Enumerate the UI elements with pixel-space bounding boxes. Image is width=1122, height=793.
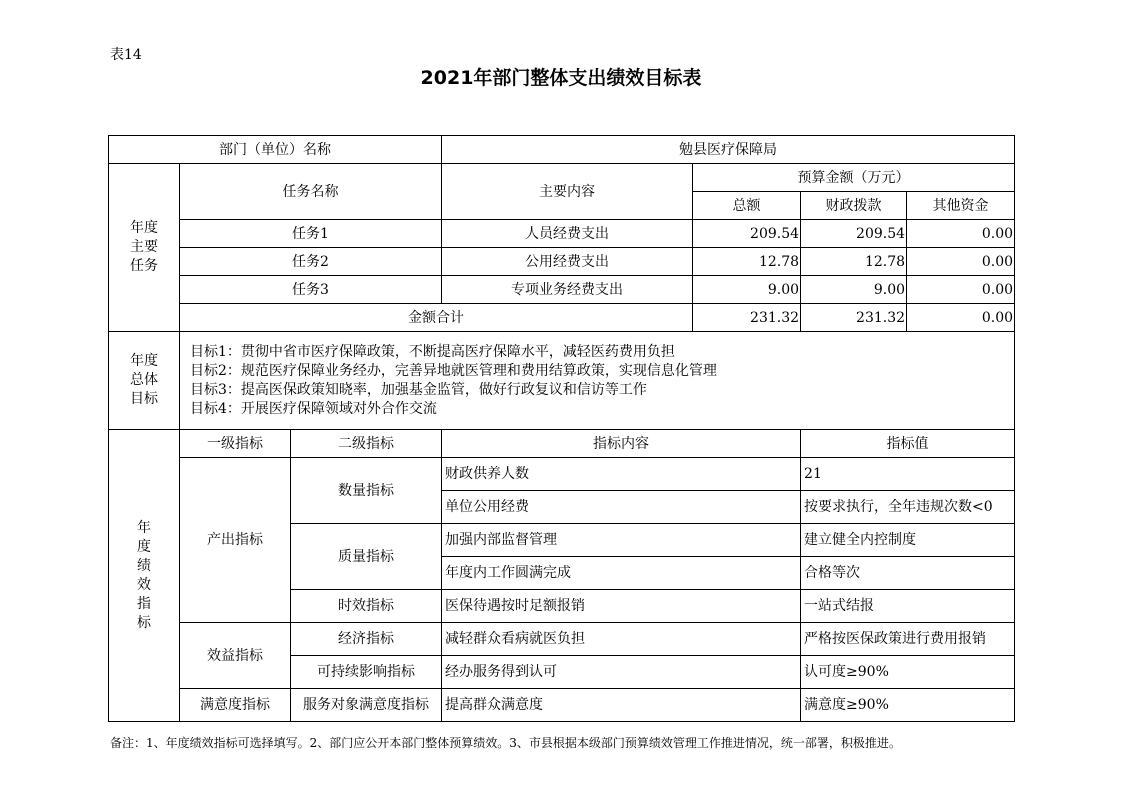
col-level1-indicator: 一级指标 <box>180 430 291 458</box>
task-fiscal: 12.78 <box>801 248 907 276</box>
col-level2-indicator: 二级指标 <box>291 430 442 458</box>
indicator-value: 认可度≥90% <box>801 656 1015 689</box>
task-content: 公用经费支出 <box>442 248 693 276</box>
task-row <box>109 220 1015 248</box>
col-fiscal: 财政拨款 <box>801 192 907 220</box>
task-other: 0.00 <box>907 248 1015 276</box>
task-row <box>109 248 1015 276</box>
col-main-content: 主要内容 <box>442 164 693 220</box>
indicator-row <box>109 458 1015 491</box>
service-satisfaction-indicator: 服务对象满意度指标 <box>291 689 442 722</box>
indicator-row <box>109 623 1015 656</box>
indicator-content: 经办服务得到认可 <box>442 656 801 689</box>
table-number: 表14 <box>110 47 142 63</box>
col-indicator-value: 指标值 <box>801 430 1015 458</box>
task-other: 0.00 <box>907 220 1015 248</box>
sustainable-indicator: 可持续影响指标 <box>291 656 442 689</box>
task-name: 任务3 <box>180 276 442 304</box>
dept-label: 部门（单位）名称 <box>109 136 442 164</box>
sum-other: 0.00 <box>907 304 1015 332</box>
col-total: 总额 <box>693 192 801 220</box>
task-name: 任务1 <box>180 220 442 248</box>
task-content: 人员经费支出 <box>442 220 693 248</box>
indicator-row <box>109 689 1015 722</box>
sum-label: 金额合计 <box>180 304 693 332</box>
performance-indicators-label: 年 度 绩 效 指 标 <box>109 430 180 722</box>
sum-total: 231.32 <box>693 304 801 332</box>
task-total: 209.54 <box>693 220 801 248</box>
task-other: 0.00 <box>907 276 1015 304</box>
indicator-content: 减轻群众看病就医负担 <box>442 623 801 656</box>
col-indicator-content: 指标内容 <box>442 430 801 458</box>
sum-fiscal: 231.32 <box>801 304 907 332</box>
satisfaction-indicator: 满意度指标 <box>180 689 291 722</box>
task-fiscal: 9.00 <box>801 276 907 304</box>
indicator-value: 一站式结报 <box>801 590 1015 623</box>
task-content: 专项业务经费支出 <box>442 276 693 304</box>
task-total: 9.00 <box>693 276 801 304</box>
goal-item: 目标2：规范医疗保障业务经办，完善异地就医管理和费用结算政策，实现信息化管理 <box>190 362 717 379</box>
footnote: 备注：1、年度绩效指标可选择填写。2、部门应公开本部门整体预算绩效。3、市县根据本级部门预算绩效管理工作推进情况，统一部署，积极推进。 <box>110 736 901 750</box>
dept-name: 勉县医疗保障局 <box>442 136 1015 164</box>
task-row <box>109 276 1015 304</box>
goal-item: 目标4：开展医疗保障领域对外合作交流 <box>190 400 437 417</box>
sum-row <box>109 304 1015 332</box>
task-total: 12.78 <box>693 248 801 276</box>
indicator-value: 严格按医保政策进行费用报销 <box>801 623 1015 656</box>
indicator-value: 按要求执行，全年违规次数<0 <box>801 491 1015 524</box>
goal-item: 目标1：贯彻中省市医疗保障政策，不断提高医疗保障水平，减轻医药费用负担 <box>190 343 675 360</box>
indicator-content: 医保待遇按时足额报销 <box>442 590 801 623</box>
task-name: 任务2 <box>180 248 442 276</box>
indicator-value: 建立健全内控制度 <box>801 524 1015 557</box>
col-other: 其他资金 <box>907 192 1015 220</box>
indicator-value: 满意度≥90% <box>801 689 1015 722</box>
quality-indicator: 质量指标 <box>291 524 442 590</box>
annual-tasks-label: 年度 主要 任务 <box>109 164 180 332</box>
performance-target-table <box>108 135 1015 722</box>
task-fiscal: 209.54 <box>801 220 907 248</box>
indicator-content: 年度内工作圆满完成 <box>442 557 801 590</box>
annual-goals-label: 年度 总体 目标 <box>109 332 180 430</box>
benefit-indicator: 效益指标 <box>180 623 291 689</box>
indicator-value: 21 <box>801 458 1015 491</box>
indicator-content: 加强内部监督管理 <box>442 524 801 557</box>
timeliness-indicator: 时效指标 <box>291 590 442 623</box>
economic-indicator: 经济指标 <box>291 623 442 656</box>
page-title: 2021年部门整体支出绩效目标表 <box>420 67 702 89</box>
output-indicator: 产出指标 <box>180 458 291 623</box>
quantity-indicator: 数量指标 <box>291 458 442 524</box>
indicator-value: 合格等次 <box>801 557 1015 590</box>
annual-goals <box>180 332 1015 430</box>
goal-item: 目标3：提高医保政策知晓率，加强基金监管，做好行政复议和信访等工作 <box>190 381 647 398</box>
indicator-content: 提高群众满意度 <box>442 689 801 722</box>
col-budget: 预算金额（万元） <box>693 164 1015 192</box>
indicator-content: 财政供养人数 <box>442 458 801 491</box>
indicator-content: 单位公用经费 <box>442 491 801 524</box>
col-task-name: 任务名称 <box>180 164 442 220</box>
